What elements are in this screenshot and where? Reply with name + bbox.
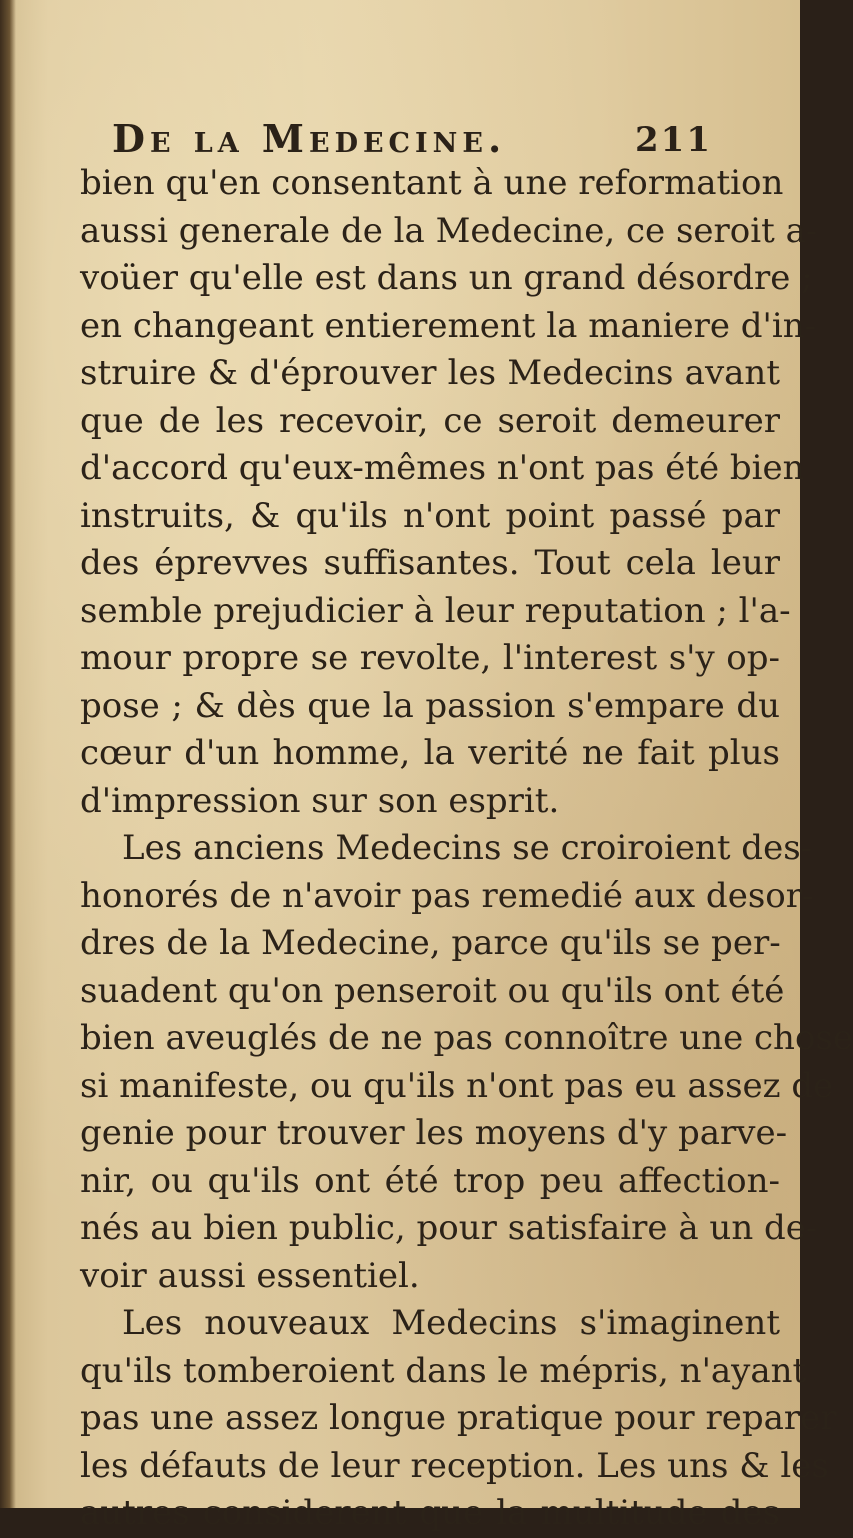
text-line: dres de la Medecine, parce qu'ils se per-	[80, 923, 781, 963]
text-line: instruits, & qu'ils n'ont point passé par	[80, 495, 780, 536]
paragraph-start-line: Les anciens Medecins se croiroient des-	[122, 828, 813, 868]
text-line: bien qu'en consentant à une reformation	[80, 163, 784, 203]
text-line: autres considerent que la multitude des	[80, 1493, 780, 1533]
text-line: si manifeste, ou qu'ils n'ont pas eu assez de	[80, 1065, 834, 1106]
text-line: pas une assez longue pratique pour reparer	[80, 1398, 837, 1438]
text-line: voir aussi essentiel.	[80, 1255, 420, 1296]
text-line: que de les recevoir, ce seroit demeurer	[80, 400, 780, 441]
text-line: genie pour trouver les moyens d'y parve-	[80, 1113, 788, 1153]
paragraph-start-line: Les nouveaux Medecins s'imaginent	[122, 1303, 780, 1343]
text-line: suadent qu'on penseroit ou qu'ils ont été	[80, 970, 785, 1011]
text-line: mour propre se revolte, l'interest s'y op-	[80, 638, 780, 678]
text-line: cœur d'un homme, la verité ne fait plus	[80, 733, 780, 773]
page-header	[112, 112, 712, 164]
text-line: aussi generale de la Medecine, ce seroit a-	[80, 210, 818, 251]
text-line: pose ; & dès que la passion s'empare du	[80, 685, 780, 726]
text-line: en changeant entierement la maniere d'in-	[80, 305, 817, 346]
text-line: bien aveuglés de ne pas connoître une chose	[80, 1018, 853, 1058]
text-line: qu'ils tomberoient dans le mépris, n'ayant	[80, 1350, 807, 1391]
text-line: nés au bien public, pour satisfaire à un de-	[80, 1208, 818, 1248]
text-line: voüer qu'elle est dans un grand désordre ;	[80, 258, 813, 298]
text-line: d'impression sur son esprit.	[80, 780, 560, 821]
text-line: d'accord qu'eux-mêmes n'ont pas été bien	[80, 448, 805, 488]
text-line: des éprevves suffisantes. Tout cela leur	[80, 543, 780, 583]
body-text	[80, 160, 853, 1538]
page-number: 211	[635, 120, 712, 160]
text-line: nir, ou qu'ils ont été trop peu affection-	[80, 1160, 780, 1201]
text-line: honorés de n'avoir pas remedié aux desor-	[80, 875, 814, 916]
text-line: les défauts de leur reception. Les uns & les	[80, 1445, 829, 1486]
binding-shadow	[0, 0, 16, 1508]
text-line: semble prejudicier à leur reputation ; l'a-	[80, 590, 791, 631]
running-title: De la Medecine.	[112, 116, 507, 161]
text-line: struire & d'éprouver les Medecins avant	[80, 353, 780, 393]
